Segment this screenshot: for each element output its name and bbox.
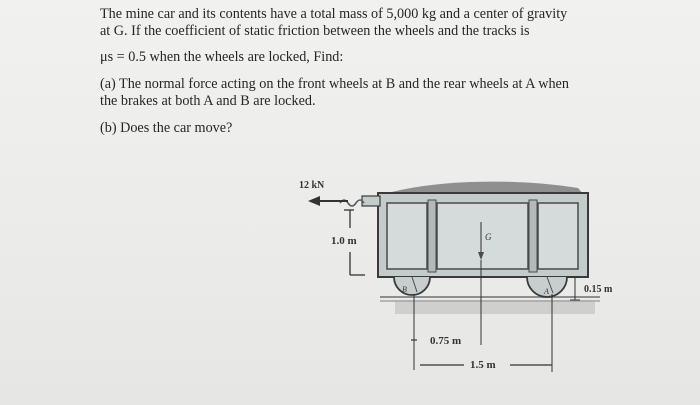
- part-a-line-1: (a) The normal force acting on the front wheels at B and the rear wheels at A when: [100, 76, 569, 92]
- car-panel-left: [387, 203, 427, 269]
- wheel-b: [394, 277, 430, 295]
- car-panel-center: [437, 203, 528, 269]
- problem-intro-line-1: The mine car and its contents have a total mass of 5,000 kg and a center of gravity: [100, 6, 568, 22]
- wheel-b-label: B: [402, 285, 407, 294]
- tow-hitch: [362, 196, 380, 206]
- part-a-line-2: the brakes at both A and B are locked.: [100, 93, 316, 109]
- friction-coefficient-line: μs = 0.5 when the wheels are locked, Find:: [100, 49, 344, 65]
- height-dim-label: 1.0 m: [331, 235, 357, 247]
- car-post-left: [428, 200, 436, 272]
- cg-label: G: [485, 232, 492, 242]
- part-b-question: (b) Does the car move?: [100, 120, 233, 136]
- dim-g-to-a-label: 1.5 m: [470, 359, 496, 371]
- axle-height-label: 0.15 m: [584, 284, 613, 295]
- ground-strip: [395, 300, 595, 314]
- car-panel-right: [538, 203, 578, 269]
- wheel-a-label: A: [544, 287, 549, 296]
- force-arrow-head: [308, 196, 320, 206]
- problem-intro-line-2: at G. If the coefficient of static friction between the wheels and the tracks is: [100, 23, 530, 39]
- car-post-right: [529, 200, 537, 272]
- dim-b-to-g-label: 0.75 m: [430, 335, 462, 347]
- force-label: 12 kN: [299, 180, 325, 191]
